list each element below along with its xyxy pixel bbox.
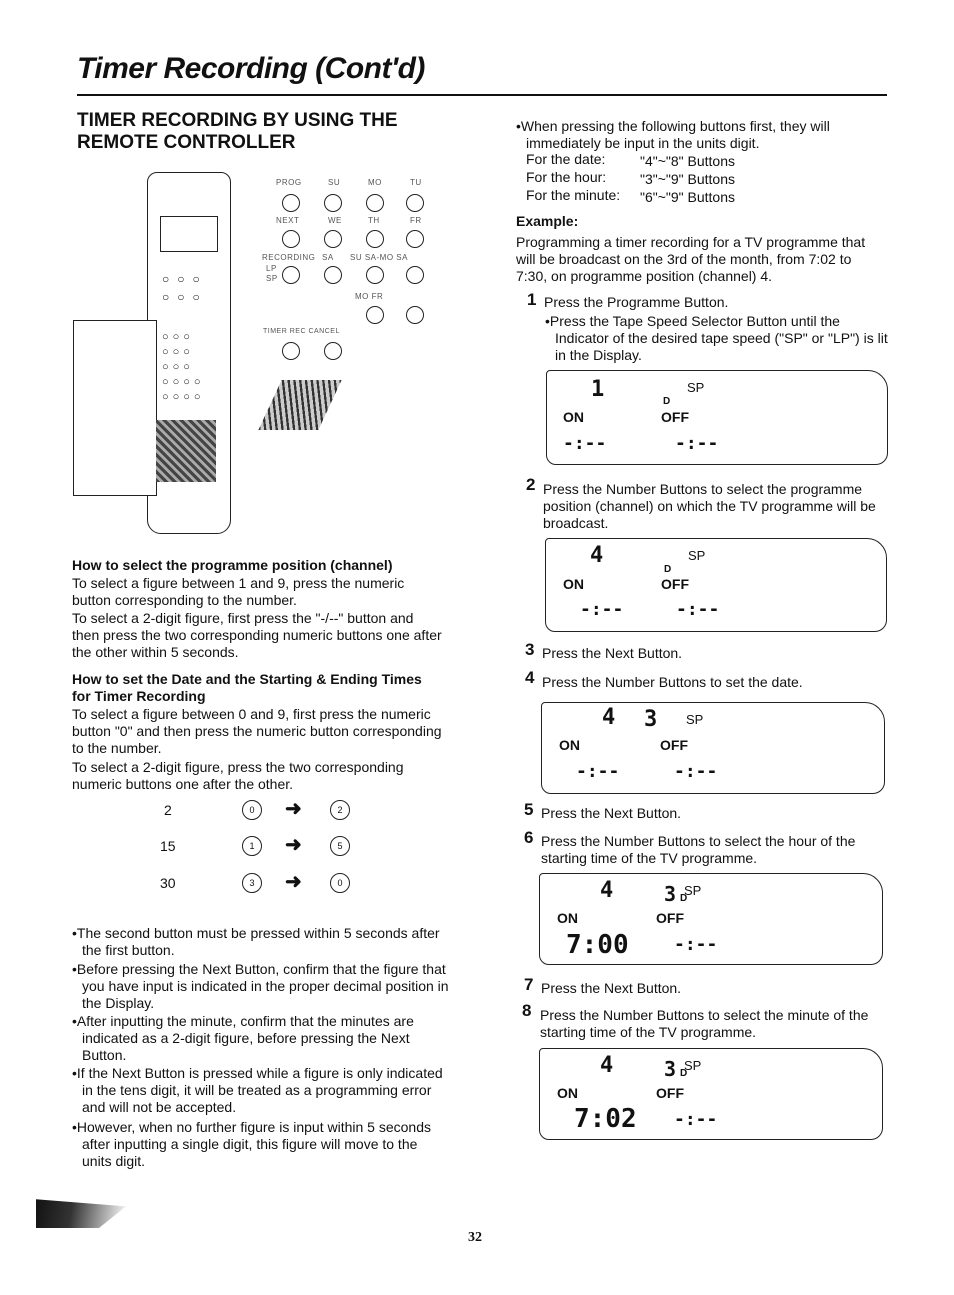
example-label: Example:: [516, 213, 579, 229]
rc-label-recording: RECORDING: [262, 253, 316, 262]
lcd-on: ON: [563, 576, 584, 592]
number-button[interactable]: [324, 194, 342, 212]
step-text: Press the Programme Button.: [544, 294, 729, 310]
page-corner-mark: [36, 1192, 126, 1228]
lcd-sp: SP: [687, 380, 705, 395]
example-value: 30: [160, 875, 176, 891]
bullet-item: •Before pressing the Next Button, confirm that the figure that you have input is indicated in the proper decimal position in the Display.: [72, 961, 449, 1011]
lcd-date: 3: [664, 882, 677, 906]
rc-label-lp: LP: [266, 264, 277, 273]
subheading-channel: How to select the programme position (channel): [72, 557, 393, 573]
number-button-icon: 3: [242, 873, 262, 893]
digit-row-key: For the date:: [526, 151, 606, 167]
rc-label-sp: SP: [266, 274, 278, 283]
step-number: 6: [524, 828, 534, 847]
paragraph: To select a figure between 1 and 9, press the numeric button corresponding to the number.: [72, 575, 405, 608]
example-text: Programming a timer recording for a TV programme that will be broadcast on the 3rd of the month, from 7:02 to 7:30, on programme position (channel) 4.: [516, 234, 866, 284]
lcd-on: ON: [563, 409, 584, 425]
digit-row-key: For the minute:: [526, 187, 621, 203]
lcd-channel: 4: [600, 878, 614, 903]
lcd-date: 3: [664, 1057, 677, 1081]
lcd-sp: SP: [686, 712, 704, 727]
arrow-right-icon: ➜: [285, 871, 302, 893]
lcd-d: D: [680, 1068, 688, 1079]
lcd-date: 3: [644, 707, 658, 732]
rc-label-su: SU: [328, 178, 341, 187]
lcd-off: OFF: [660, 737, 688, 753]
step-text: Press the Next Button.: [541, 805, 682, 821]
number-button[interactable]: [406, 266, 424, 284]
lcd-display: [546, 370, 888, 465]
lcd-sp: SP: [684, 883, 702, 898]
paragraph: To select a 2-digit figure, press the two corresponding numeric buttons one after the other.: [72, 759, 404, 792]
lcd-d: D: [664, 564, 672, 575]
paragraph: To select a figure between 0 and 9, first press the numeric button "0" and then press the numeric button corresponding to the number.: [72, 706, 442, 756]
step-text: Press the Next Button.: [541, 980, 682, 996]
lcd-off-time: -:--: [675, 433, 719, 454]
bullet-item: •After inputting the minute, confirm that the minutes are indicated as a 2-digit figure, before pressing the Next Button.: [72, 1013, 414, 1063]
intro-note: •When pressing the following buttons first, they will immediately be input in the units digit.: [516, 118, 830, 151]
next-button[interactable]: [282, 230, 300, 248]
lcd-on: ON: [559, 737, 580, 753]
bullet-item: •If the Next Button is pressed while a figure is only indicated in the tens digit, it will be treated as a programming error and will not be accepted.: [72, 1065, 443, 1115]
lcd-display: [539, 1048, 883, 1140]
cancel-button[interactable]: [324, 342, 342, 360]
lcd-on: ON: [557, 910, 578, 926]
lcd-on: ON: [557, 1085, 578, 1101]
section-heading: TIMER RECORDING BY USING THE REMOTE CONTROLLER: [77, 110, 398, 153]
rc-label-we: WE: [328, 216, 342, 225]
digit-row-value: "4"~"8" Buttons: [640, 153, 735, 169]
number-button-icon: 1: [242, 836, 262, 856]
step-number: 8: [522, 1001, 532, 1020]
rc-label-tu: TU: [410, 178, 422, 187]
rc-label-prog: PROG: [276, 178, 302, 187]
number-button[interactable]: [366, 230, 384, 248]
lcd-channel: 4: [600, 1053, 614, 1078]
lcd-on-time: 7:00: [566, 930, 629, 960]
step-text: Press the Number Buttons to select the hour of the starting time of the TV programme.: [541, 833, 856, 866]
number-button-icon: 2: [330, 800, 350, 820]
lcd-off-time: -:--: [674, 761, 718, 782]
lcd-off: OFF: [661, 409, 689, 425]
lcd-display: [539, 873, 883, 965]
page-number: 32: [468, 1230, 482, 1245]
rc-label-sa: SA: [322, 253, 334, 262]
lcd-on-time: -:--: [576, 761, 620, 782]
number-button-icon: 5: [330, 836, 350, 856]
title-rule: [77, 94, 887, 96]
bullet-item: •The second button must be pressed within 5 seconds after the first button.: [72, 925, 440, 958]
lcd-channel: 4: [602, 705, 616, 730]
step-number: 2: [526, 475, 536, 494]
example-value: 15: [160, 838, 176, 854]
timer-rec-button[interactable]: [282, 342, 300, 360]
lcd-display: [545, 538, 887, 632]
prog-button[interactable]: [282, 194, 300, 212]
lcd-on-time: -:--: [563, 433, 607, 454]
lcd-off: OFF: [661, 576, 689, 592]
step-sub-note: •Press the Tape Speed Selector Button until the Indicator of the desired tape speed ("SP" or "LP") is lit in the Display.: [545, 313, 888, 363]
number-button[interactable]: [406, 230, 424, 248]
step-number: 3: [525, 640, 535, 659]
lcd-display: [541, 702, 885, 794]
step-number: 5: [524, 800, 534, 819]
number-button[interactable]: [324, 230, 342, 248]
number-button-icon: 0: [242, 800, 262, 820]
page-title: Timer Recording (Cont'd): [77, 52, 425, 85]
rc-label-fr: FR: [410, 216, 422, 225]
lcd-off: OFF: [656, 1085, 684, 1101]
number-button[interactable]: [406, 194, 424, 212]
lcd-on-time: -:--: [580, 599, 624, 620]
lcd-off-time: -:--: [674, 934, 718, 955]
step-number: 1: [527, 290, 537, 309]
arrow-right-icon: ➜: [285, 798, 302, 820]
digit-row-value: "3"~"9" Buttons: [640, 171, 735, 187]
tape-speed-button[interactable]: [282, 266, 300, 284]
number-button-icon: 0: [330, 873, 350, 893]
arrow-right-icon: ➜: [285, 834, 302, 856]
subheading-date-time: How to set the Date and the Starting & Ending Times for Timer Recording: [72, 671, 422, 704]
lcd-d: D: [680, 893, 688, 904]
step-text: Press the Number Buttons to select the programme position (channel) on which the TV programme will be broadcast.: [543, 481, 876, 531]
step-text: Press the Next Button.: [542, 645, 683, 661]
bullet-item: •However, when no further figure is input within 5 seconds after inputting a single digit, this figure will move to the units digit.: [72, 1119, 431, 1169]
step-number: 7: [524, 975, 534, 994]
number-button[interactable]: [366, 306, 384, 324]
rc-label-th: TH: [368, 216, 380, 225]
rc-label-next: NEXT: [276, 216, 300, 225]
lcd-channel: 1: [591, 377, 605, 402]
paragraph: To select a 2-digit figure, first press the "-/--" button and then press the two corresponding numeric buttons one after the other within 5 seconds.: [72, 610, 442, 660]
number-button[interactable]: [406, 306, 424, 324]
step-number: 4: [525, 668, 535, 687]
rc-label-timer-rec-cancel: TIMER REC CANCEL: [263, 328, 340, 335]
rc-label-mo-fr: MO FR: [355, 292, 384, 301]
lcd-off-time: -:--: [676, 599, 720, 620]
remote-illustration: ○○○ ○○○ ○○○ ○○○ ○○○ ○○○○ ○○○○ PROG SU MO TU NEXT WE TH FR RECORDING SA SU SA-MO SA LP SP MO FR TIMER REC CANCEL: [70, 170, 470, 540]
number-button[interactable]: [324, 266, 342, 284]
digit-row-value: "6"~"9" Buttons: [640, 189, 735, 205]
rc-label-su-sa-mo: SU SA-MO SA: [350, 253, 408, 262]
lcd-sp: SP: [688, 548, 706, 563]
button-examples: [150, 800, 370, 900]
step-text: Press the Number Buttons to set the date.: [542, 674, 803, 690]
rc-label-mo: MO: [368, 178, 382, 187]
lcd-d: D: [663, 396, 671, 407]
example-value: 2: [164, 802, 172, 818]
step-text: Press the Number Buttons to select the minute of the starting time of the TV programme.: [540, 1007, 869, 1040]
lcd-off: OFF: [656, 910, 684, 926]
lcd-sp: SP: [684, 1058, 702, 1073]
number-button[interactable]: [366, 266, 384, 284]
lcd-on-time: 7:02: [574, 1104, 637, 1134]
number-button[interactable]: [366, 194, 384, 212]
lcd-channel: 4: [590, 543, 604, 568]
lcd-off-time: -:--: [674, 1109, 718, 1130]
digit-row-key: For the hour:: [526, 169, 607, 185]
